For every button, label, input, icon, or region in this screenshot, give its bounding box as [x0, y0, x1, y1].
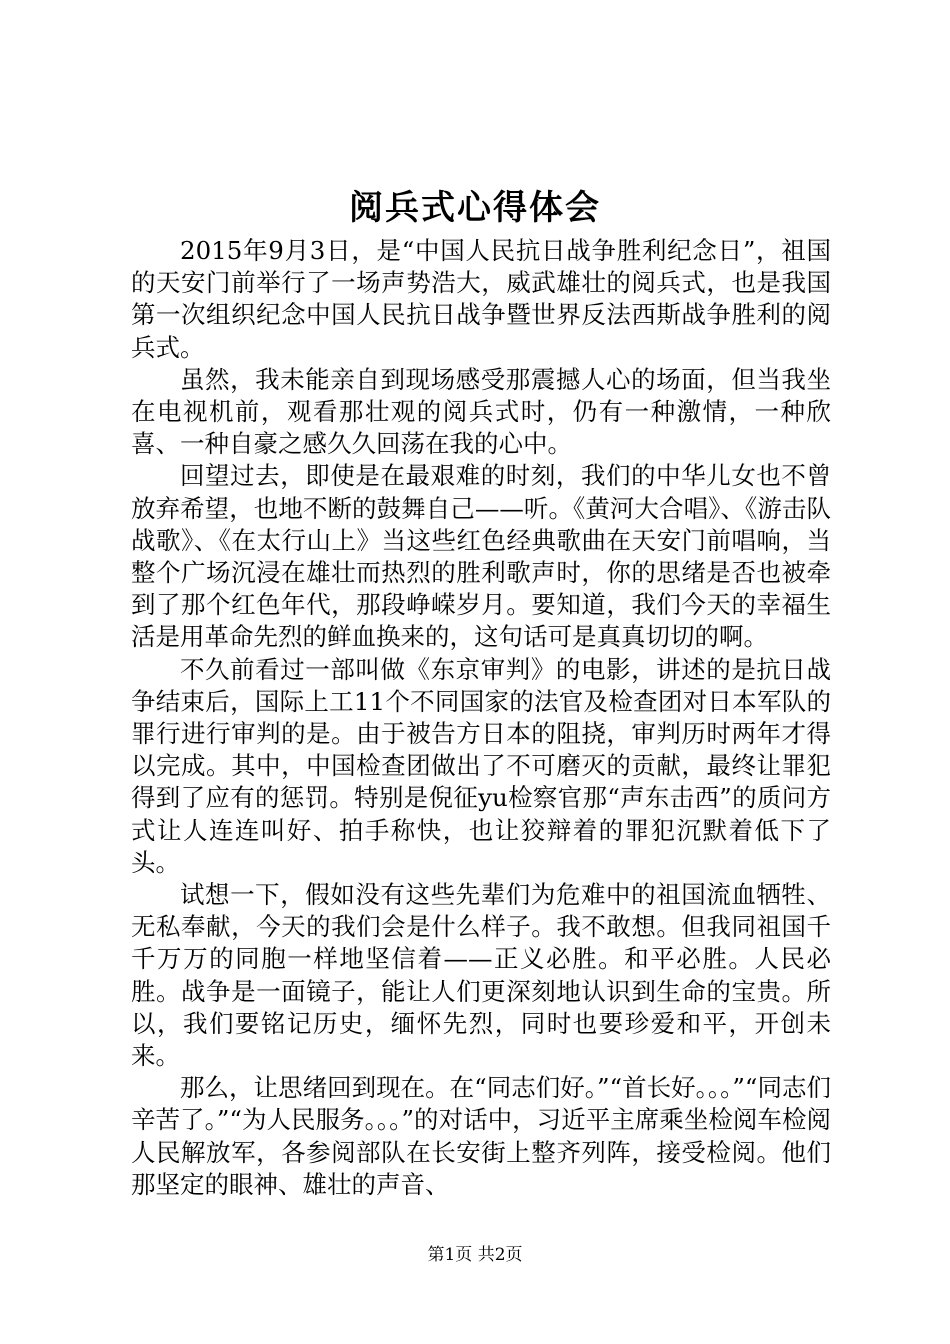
- paragraph: 不久前看过一部叫做《东京审判》的电影，讲述的是抗日战争结束后，国际上工11个不同国家的法官及检查团对日本军队的罪行进行审判的是。由于被告方日本的阻挠，审判历时两年才得以完成。其中，中国检查团做出了不可磨灭的贡献，最终让罪犯得到了应有的惩罚。特别是倪征yu检察官那“声东击西”的质问方式让人连连叫好、拍手称快，也让狡辩着的罪犯沉默着低下了头。: [131, 654, 831, 877]
- page-title: 阅兵式心得体会: [349, 188, 601, 228]
- paragraph: 回望过去，即使是在最艰难的时刻，我们的中华儿女也不曾放弃希望，也地不断的鼓舞自己——听。《黄河大合唱》、《游击队战歌》、《在太行山上》当这些红色经典歌曲在天安门前唱响，当整个广场沉浸在雄壮而热烈的胜利歌声时，你的思绪是否也被牵到了那个红色年代，那段峥嵘岁月。要知道，我们今天的幸福生活是用革命先烈的鲜血换来的，这句话可是真真切切的啊。: [131, 461, 831, 652]
- paragraph: 虽然，我未能亲自到现场感受那震撼人心的场面，但当我坐在电视机前，观看那壮观的阅兵式时，仍有一种激情，一种欣喜、一种自豪之感久久回荡在我的心中。: [131, 364, 831, 459]
- article-body: [131, 235, 831, 1201]
- page-footer: 第1页 共2页: [427, 1245, 523, 1265]
- paragraph: 试想一下，假如没有这些先辈们为危难中的祖国流血牺牲、无私奉献，今天的我们会是什么样子。我不敢想。但我同祖国千千万万的同胞一样地坚信着——正义必胜。和平必胜。人民必胜。战争是一面镜子，能让人们更深刻地认识到生命的宝贵。所以，我们要铭记历史，缅怀先烈，同时也要珍爱和平，开创未来。: [131, 880, 831, 1071]
- paragraph: 2015年9月3日，是“中国人民抗日战争胜利纪念日”，祖国的天安门前举行了一场声势浩大，威武雄壮的阅兵式，也是我国第一次组织纪念中国人民抗日战争暨世界反法西斯战争胜利的阅兵式。: [131, 236, 831, 362]
- paragraph: 那么，让思绪回到现在。在“同志们好。”“首长好。。。”“同志们辛苦了。”“为人民服务。。。”的对话中，习近平主席乘坐检阅车检阅人民解放军，各参阅部队在长安街上整齐列阵，接受检阅。他们那坚定的眼神、雄壮的声音、: [131, 1073, 831, 1199]
